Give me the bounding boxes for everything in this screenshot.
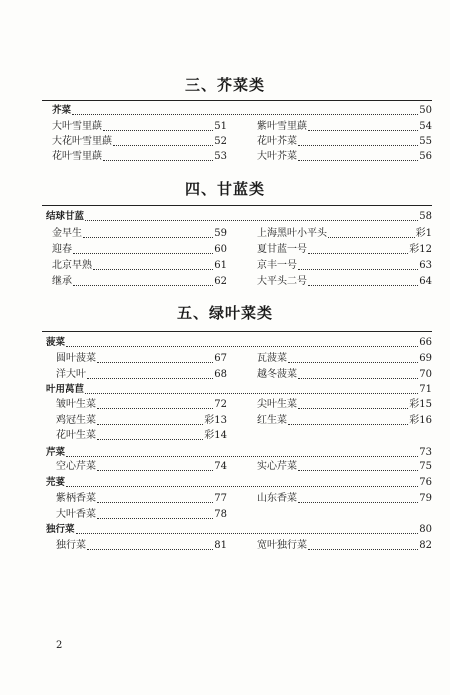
leader-dots <box>298 137 418 146</box>
item-label: 尖叶生菜 <box>257 399 297 410</box>
leader-dots <box>87 541 213 550</box>
page-ref: 58 <box>419 211 432 222</box>
page-ref: 60 <box>214 244 227 255</box>
page-ref: 67 <box>214 353 227 364</box>
item-label: 大叶雪里蕻 <box>52 121 102 132</box>
item-label: 圆叶菠菜 <box>56 353 96 364</box>
leader-dots <box>103 152 213 161</box>
toc-category[interactable] <box>52 104 432 118</box>
toc-item[interactable] <box>56 352 227 366</box>
leader-dots <box>85 385 418 394</box>
item-label: 紫柄香菜 <box>56 493 96 504</box>
page-ref: 75 <box>419 461 432 472</box>
item-label: 花叶雪里蕻 <box>52 151 102 162</box>
page-ref: 52 <box>214 136 227 147</box>
leader-dots <box>298 370 418 379</box>
item-label: 迎春 <box>52 244 72 255</box>
item-label: 空心芹菜 <box>56 461 96 472</box>
page-ref: 53 <box>214 151 227 162</box>
toc-item[interactable] <box>52 243 227 257</box>
leader-dots <box>308 541 418 550</box>
page-ref: 54 <box>419 121 432 132</box>
item-label: 鸡冠生菜 <box>56 415 96 426</box>
leader-dots <box>66 448 418 457</box>
toc-item[interactable] <box>257 150 432 164</box>
item-label: 山东香菜 <box>257 493 297 504</box>
toc-item[interactable] <box>257 460 432 474</box>
category-name: 菠菜 <box>46 337 66 348</box>
page-ref: 70 <box>419 369 432 380</box>
toc-item[interactable] <box>56 508 227 522</box>
page-ref: 68 <box>214 369 227 380</box>
leader-dots <box>93 261 213 270</box>
page-ref: 彩16 <box>409 415 432 426</box>
page-ref: 64 <box>419 276 432 287</box>
leader-dots <box>76 525 419 534</box>
leader-dots <box>298 152 418 161</box>
page-ref: 彩15 <box>409 399 432 410</box>
item-label: 实心芹菜 <box>257 461 297 472</box>
page-ref: 61 <box>214 260 227 271</box>
leader-dots <box>298 462 418 471</box>
toc-item[interactable] <box>52 150 227 164</box>
toc-category[interactable] <box>46 336 432 350</box>
toc-item[interactable] <box>257 275 432 289</box>
item-label: 大平头二号 <box>257 276 307 287</box>
leader-dots <box>85 212 418 221</box>
item-label: 大叶香菜 <box>56 509 96 520</box>
item-label: 皱叶生菜 <box>56 399 96 410</box>
page-ref: 79 <box>419 493 432 504</box>
item-label: 独行菜 <box>56 540 86 551</box>
toc-category[interactable] <box>46 383 432 397</box>
category-name: 结球甘蓝 <box>46 211 85 222</box>
toc-item[interactable] <box>257 227 432 241</box>
page-ref: 76 <box>419 477 432 488</box>
toc-item[interactable] <box>257 352 432 366</box>
leader-dots <box>97 494 213 503</box>
leader-dots <box>298 494 418 503</box>
page-ref: 50 <box>419 105 432 116</box>
leader-dots <box>97 510 213 519</box>
leader-dots <box>66 338 418 347</box>
page-ref: 77 <box>214 493 227 504</box>
page-ref: 72 <box>214 399 227 410</box>
category-name: 叶用莴苣 <box>46 384 85 395</box>
item-label: 夏甘蓝一号 <box>257 244 307 255</box>
leader-dots <box>97 431 203 440</box>
page-ref: 69 <box>419 353 432 364</box>
page-ref: 彩14 <box>204 430 227 441</box>
toc-item[interactable] <box>52 135 227 149</box>
page-ref: 63 <box>419 260 432 271</box>
item-label: 花叶生菜 <box>56 430 96 441</box>
leader-dots <box>73 245 213 254</box>
section-rule <box>42 100 432 101</box>
section-title-mustard: 三、芥菜类 <box>184 76 265 94</box>
toc-item[interactable] <box>257 135 432 149</box>
toc-item[interactable] <box>52 275 227 289</box>
item-label: 大叶芥菜 <box>257 151 297 162</box>
page-ref: 82 <box>419 540 432 551</box>
leader-dots <box>97 354 213 363</box>
item-label: 越冬菠菜 <box>257 369 297 380</box>
toc-category[interactable] <box>46 210 432 224</box>
item-label: 红生菜 <box>257 415 287 426</box>
item-label: 北京早熟 <box>52 260 92 271</box>
toc-item[interactable] <box>52 259 227 273</box>
toc-item[interactable] <box>257 539 432 553</box>
leader-dots <box>103 122 213 131</box>
toc-item[interactable] <box>56 429 227 443</box>
toc-item[interactable] <box>56 539 227 553</box>
toc-item[interactable] <box>257 398 432 412</box>
toc-item[interactable] <box>52 227 227 241</box>
leader-dots <box>298 400 408 409</box>
page-ref: 66 <box>419 337 432 348</box>
toc-item[interactable] <box>257 259 432 273</box>
page-ref: 59 <box>214 228 227 239</box>
leader-dots <box>288 354 418 363</box>
toc-item[interactable] <box>257 492 432 506</box>
page-number: 2 <box>56 640 63 651</box>
category-name: 芥菜 <box>52 105 72 116</box>
item-label: 瓦菠菜 <box>257 353 287 364</box>
page-ref: 彩1 <box>415 228 432 239</box>
toc-item[interactable] <box>56 460 227 474</box>
leader-dots <box>328 229 415 238</box>
category-name: 芫荽 <box>46 477 66 488</box>
section-title-leafy: 五、绿叶菜类 <box>176 304 273 322</box>
toc-item[interactable] <box>56 368 227 382</box>
page-ref: 51 <box>214 121 227 132</box>
leader-dots <box>308 245 408 254</box>
item-label: 宽叶独行菜 <box>257 540 307 551</box>
page-ref: 彩13 <box>204 415 227 426</box>
leader-dots <box>97 462 213 471</box>
page-ref: 彩12 <box>409 244 432 255</box>
leader-dots <box>97 400 213 409</box>
toc-item[interactable] <box>56 398 227 412</box>
page-ref: 71 <box>419 384 432 395</box>
section-title-cabbage: 四、甘蓝类 <box>184 180 265 198</box>
item-label: 洋大叶 <box>56 369 86 380</box>
toc-category[interactable] <box>46 523 432 537</box>
toc-category[interactable] <box>46 446 432 460</box>
toc-item[interactable] <box>257 368 432 382</box>
toc-item[interactable] <box>257 414 432 428</box>
item-label: 紫叶雪里蕻 <box>257 121 307 132</box>
leader-dots <box>288 416 408 425</box>
leader-dots <box>83 229 213 238</box>
toc-item[interactable] <box>52 120 227 134</box>
page-ref: 62 <box>214 276 227 287</box>
leader-dots <box>97 416 203 425</box>
page-ref: 55 <box>419 136 432 147</box>
section-rule <box>42 331 432 332</box>
toc-item[interactable] <box>257 243 432 257</box>
leader-dots <box>308 277 418 286</box>
category-name: 独行菜 <box>46 524 75 535</box>
leader-dots <box>298 261 418 270</box>
leader-dots <box>113 137 213 146</box>
item-label: 花叶芥菜 <box>257 136 297 147</box>
toc-item[interactable] <box>56 414 227 428</box>
leader-dots <box>66 478 418 487</box>
item-label: 大花叶雪里蕻 <box>52 136 112 147</box>
page-ref: 56 <box>419 151 432 162</box>
leader-dots <box>87 370 213 379</box>
toc-category[interactable] <box>46 476 432 490</box>
page-ref: 81 <box>214 540 227 551</box>
page-ref: 73 <box>419 447 432 458</box>
toc-item[interactable] <box>56 492 227 506</box>
item-label: 继承 <box>52 276 72 287</box>
leader-dots <box>72 106 418 115</box>
page-ref: 74 <box>214 461 227 472</box>
page-ref: 80 <box>419 524 432 535</box>
item-label: 京丰一号 <box>257 260 297 271</box>
item-label: 上海黑叶小平头 <box>257 228 327 239</box>
toc-item[interactable] <box>257 120 432 134</box>
page-ref: 78 <box>214 509 227 520</box>
leader-dots <box>73 277 213 286</box>
item-label: 金早生 <box>52 228 82 239</box>
section-rule <box>42 205 432 206</box>
leader-dots <box>308 122 418 131</box>
category-name: 芹菜 <box>46 447 66 458</box>
